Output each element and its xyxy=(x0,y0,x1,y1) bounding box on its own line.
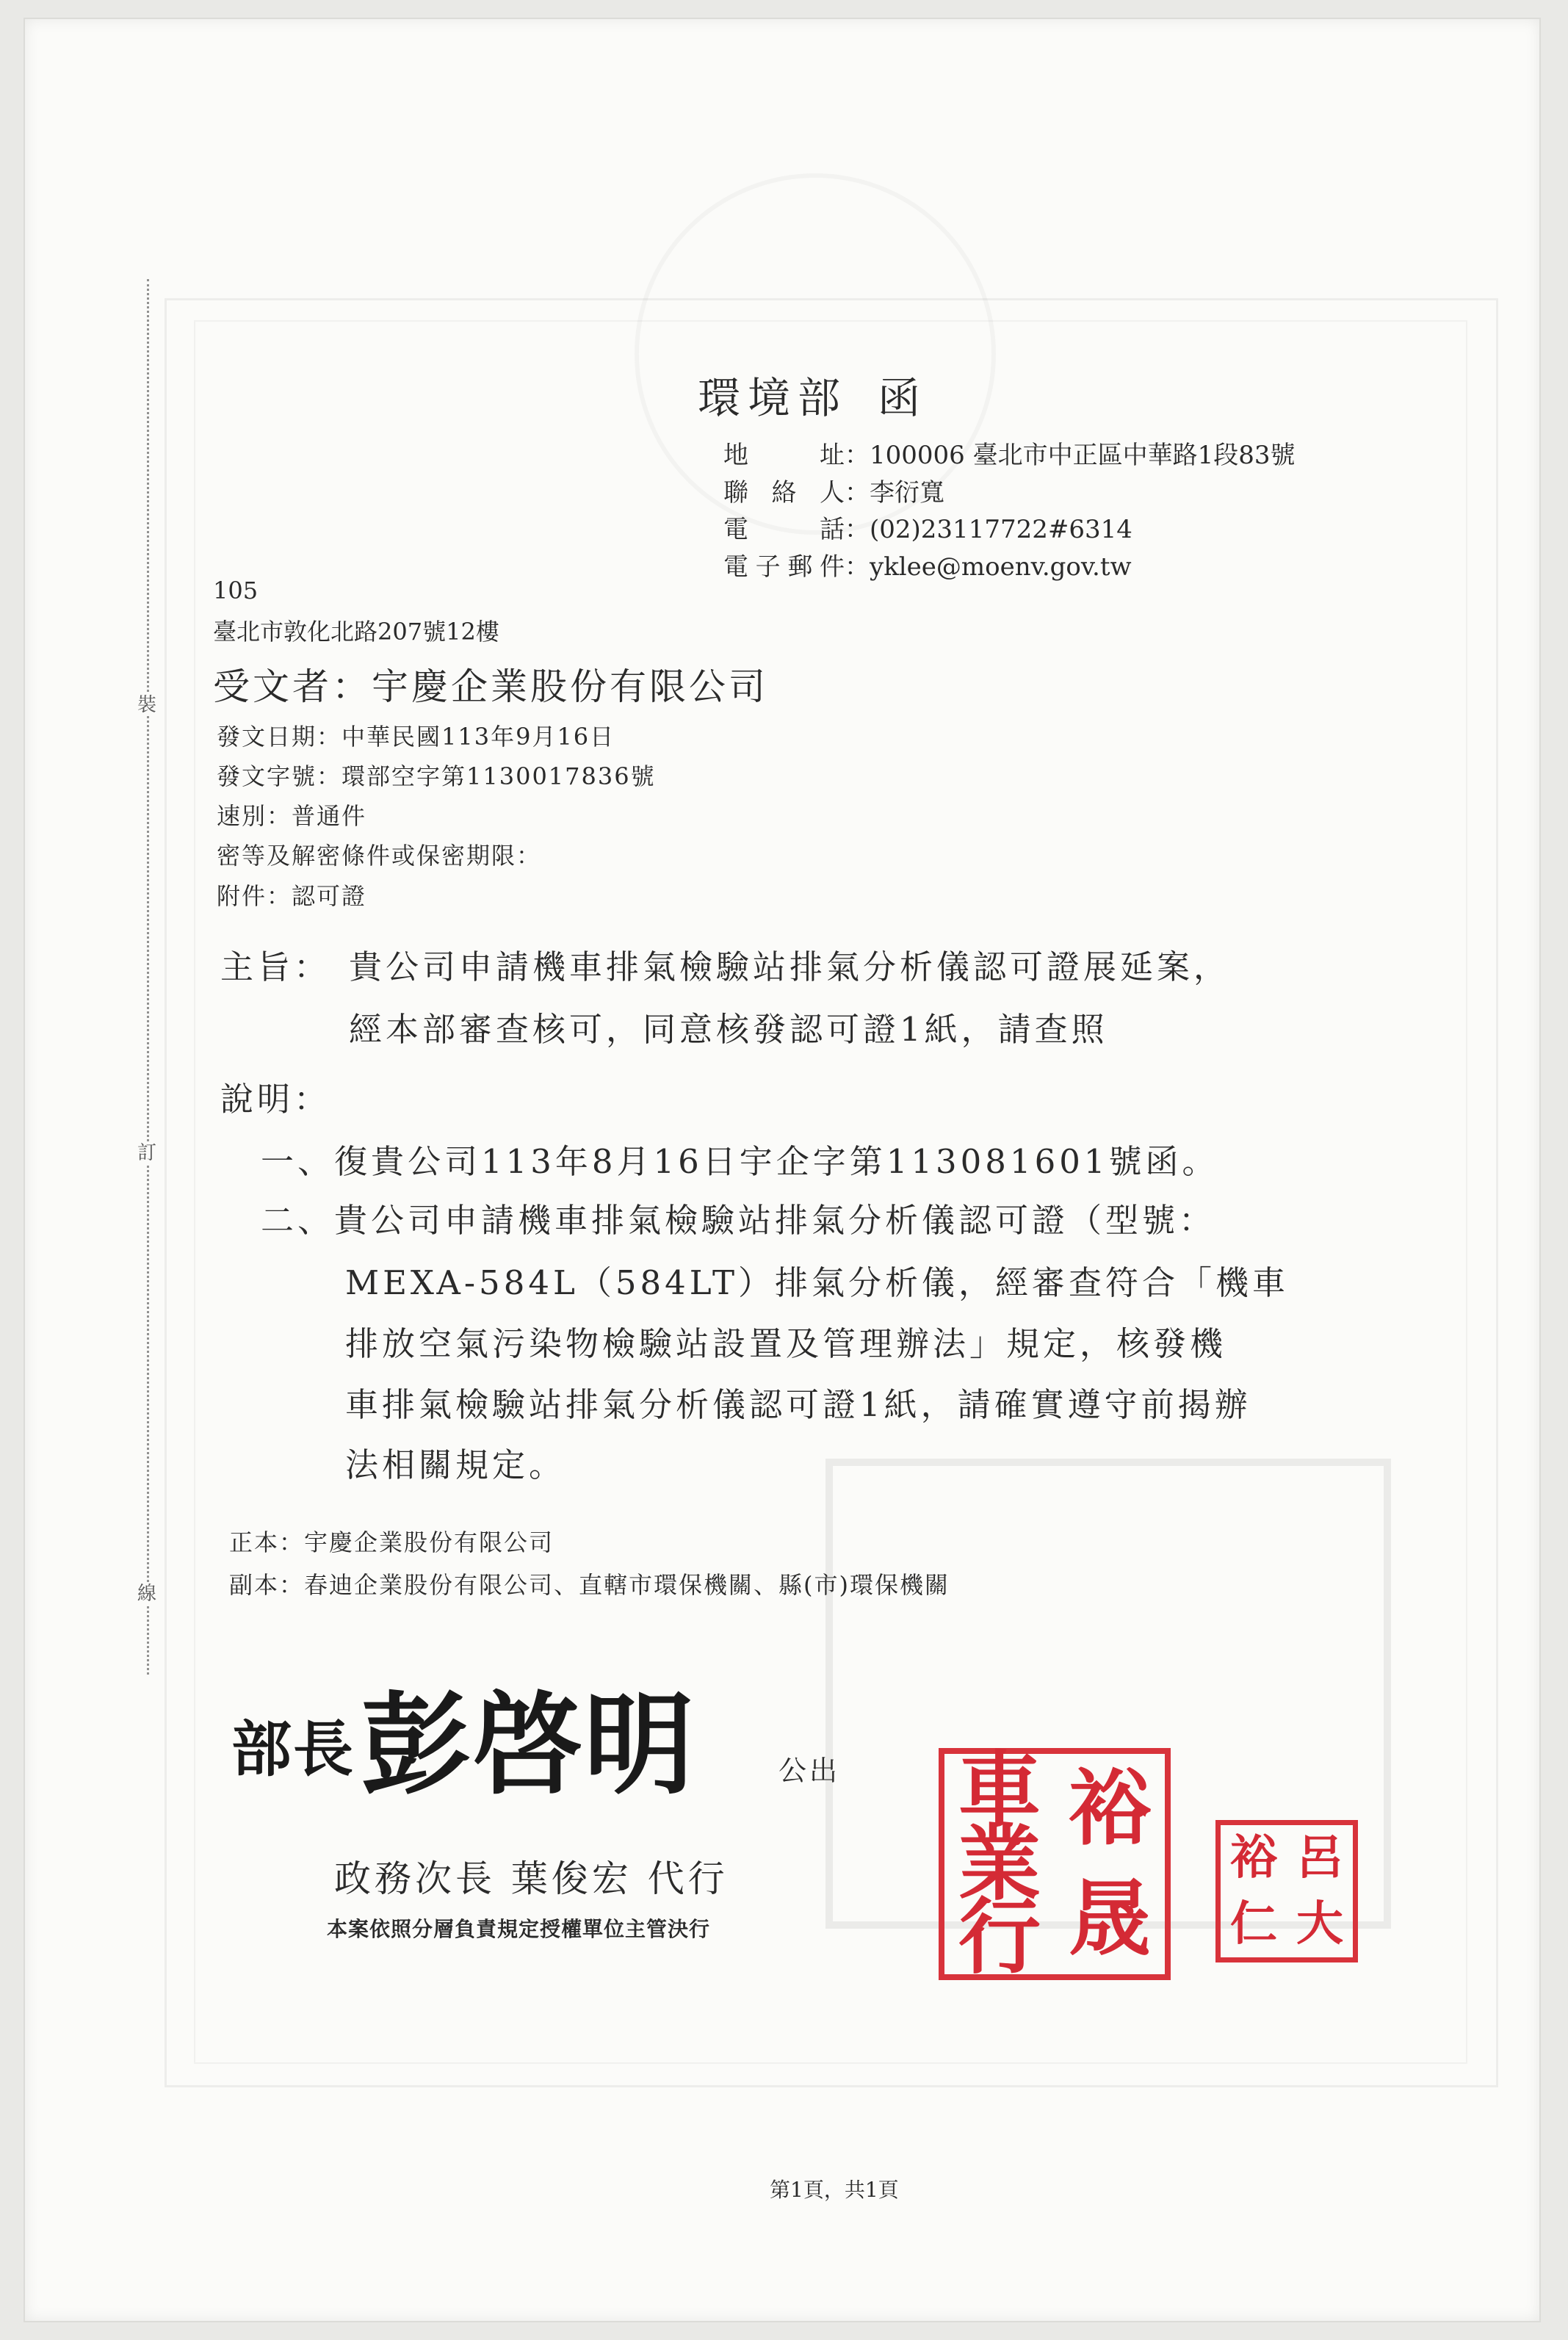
authorization-note: 本案依照分層負責規定授權單位主管決行 xyxy=(327,1917,711,1941)
minister-signature: 部長彭啓明 xyxy=(231,1680,696,1810)
explanation-item-2-line-5: 法相關規定。 xyxy=(345,1445,566,1484)
binding-mark-ding: 訂 xyxy=(137,1142,157,1164)
contact-phone: 電話：(02)23117722#6314 xyxy=(723,515,1132,544)
explanation-item-2-line-2: MEXA-584L（584LT）排氣分析儀，經審查符合「機車 xyxy=(345,1263,1289,1302)
company-seal: 車 業 行 裕 晟 xyxy=(939,1748,1171,1980)
subject-line-2: 經本部審查核可，同意核發認可證1紙，請查照 xyxy=(349,1010,1108,1049)
explanation-item-1: 一、復貴公司113年8月16日宇企字第113081601號函。 xyxy=(261,1142,1219,1181)
explanation-item-2-line-4: 車排氣檢驗站排氣分析儀認可證1紙，請確實遵守前揭辦 xyxy=(345,1385,1251,1424)
explanation-item-2-line-3: 排放空氣污染物檢驗站設置及管理辦法」規定，核發機 xyxy=(345,1324,1227,1363)
document-title: 環境部 xyxy=(698,373,848,423)
subject-line-1: 貴公司申請機車排氣檢驗站排氣分析儀認可證展延案， xyxy=(349,947,1231,986)
recipient: 受文者：宇慶企業股份有限公司 xyxy=(213,665,768,708)
confidentiality: 密等及解密條件或保密期限： xyxy=(217,842,542,870)
urgency: 速別：普通件 xyxy=(217,802,367,830)
page-indicator: 第1頁，共1頁 xyxy=(770,2178,899,2202)
contact-email: 電子郵件：yklee@moenv.gov.tw xyxy=(723,552,1132,582)
binding-mark-xian: 線 xyxy=(137,1583,157,1605)
contact-person: 聯絡人：李衍寬 xyxy=(723,478,944,508)
binding-line xyxy=(147,279,149,1675)
minister-absent-note: 公出 xyxy=(778,1755,841,1787)
personal-seal: 裕 仁 呂 大 xyxy=(1215,1820,1358,1962)
contact-address: 地址：100006 臺北市中正區中華路1段83號 xyxy=(723,441,1296,470)
issue-date: 發文日期：中華民國113年9月16日 xyxy=(217,723,615,751)
binding-mark-zhuang: 裝 xyxy=(137,694,157,716)
explanation-item-2-line-1: 二、貴公司申請機車排氣檢驗站排氣分析儀認可證（型號： xyxy=(261,1201,1216,1240)
recipient-address: 臺北市敦化北路207號12樓 xyxy=(213,618,499,646)
explanation-label: 說明： xyxy=(220,1080,331,1119)
original-recipient: 正本：宇慶企業股份有限公司 xyxy=(229,1528,554,1556)
postal-code: 105 xyxy=(213,577,259,604)
document-number: 發文字號：環部空字第1130017836號 xyxy=(217,762,656,790)
copy-recipients: 副本：春迪企業股份有限公司、直轄市環保機關、縣(市)環保機關 xyxy=(229,1571,950,1599)
attachment: 附件：認可證 xyxy=(217,882,367,910)
deputy-signature: 政務次長 葉俊宏 代行 xyxy=(334,1857,729,1900)
subject-label: 主旨： xyxy=(220,947,331,986)
document-type: 函 xyxy=(878,373,921,423)
